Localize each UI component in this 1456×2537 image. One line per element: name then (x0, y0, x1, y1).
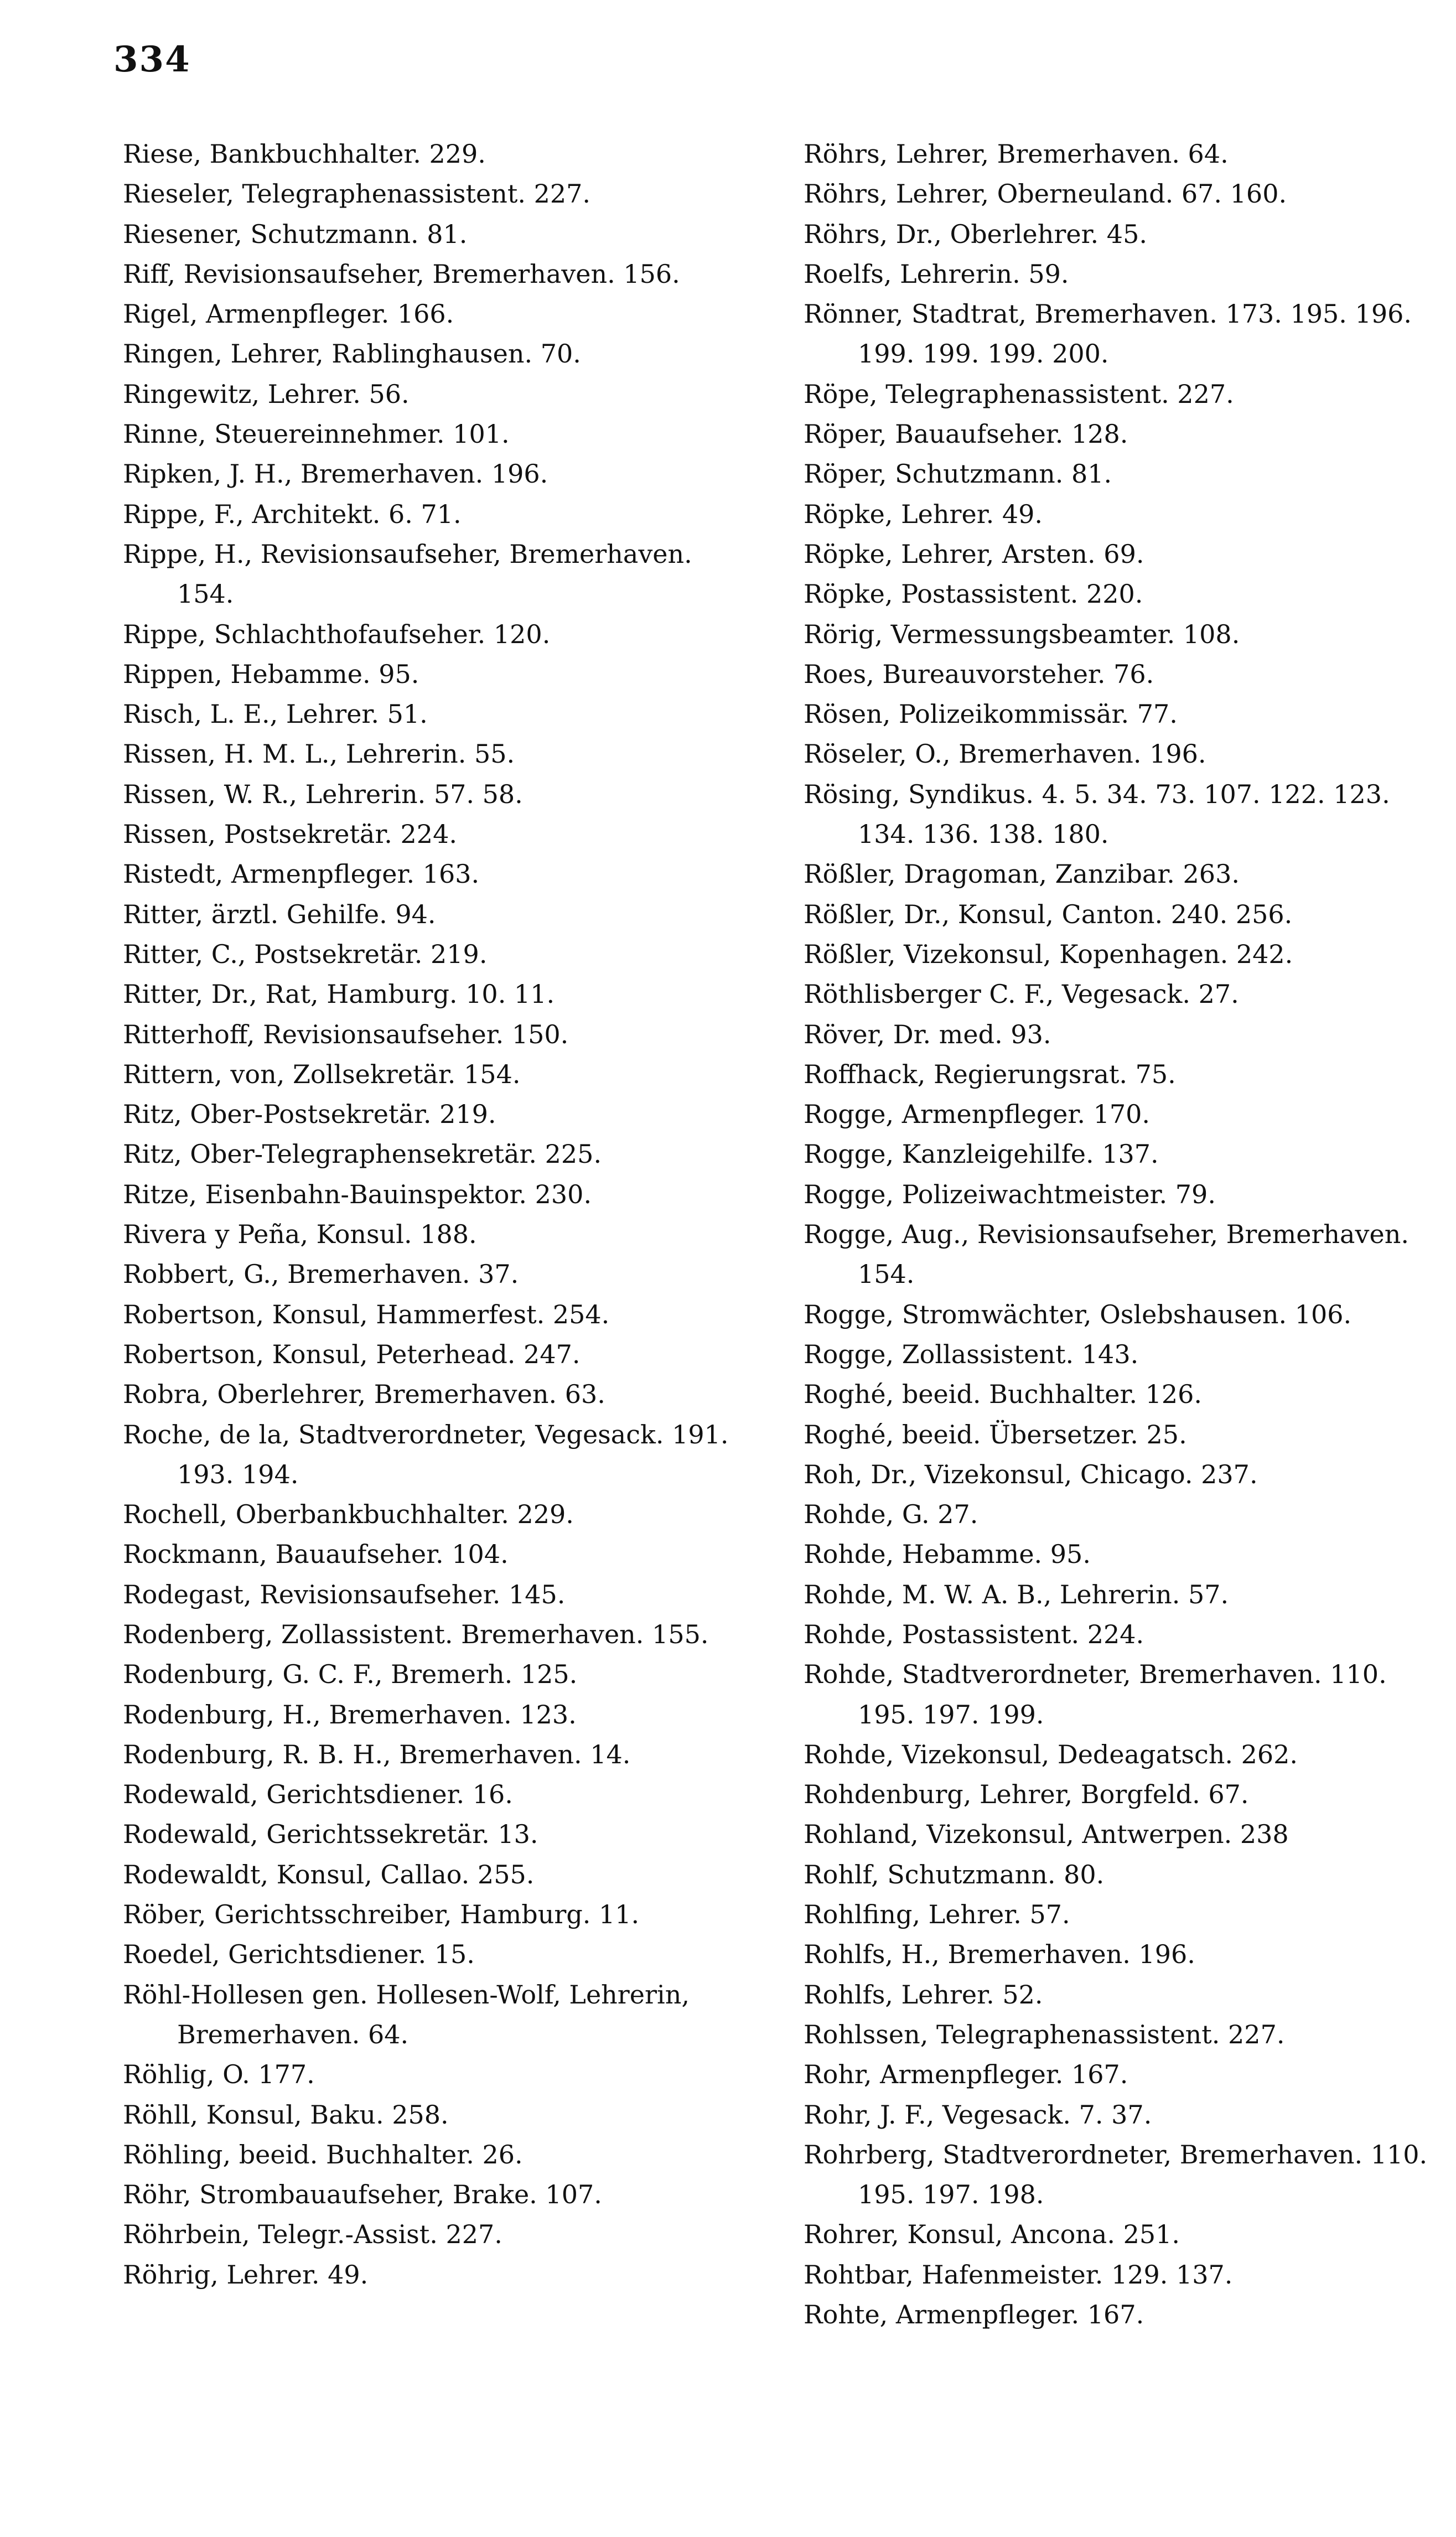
index-entry: Rogge, Aug., Revisionsaufseher, Bremerhaven. 154. (804, 1219, 1409, 1290)
index-entry: Rohde, Vizekonsul, Dedeagatsch. 262. (804, 1739, 1298, 1769)
index-entry: Ritterhoff, Revisionsaufseher. 150. (123, 1019, 569, 1049)
index-entry: Rohde, Postassistent. 224. (804, 1619, 1144, 1649)
index-entry: Röver, Dr. med. 93. (804, 1019, 1051, 1049)
index-entry: Rößler, Vizekonsul, Kopenhagen. 242. (804, 939, 1293, 969)
index-entry: Rohrberg, Stadtverordneter, Bremerhaven. 110. 195. 197. 198. (804, 2139, 1428, 2210)
index-entry: Rohlfs, H., Bremerhaven. 196. (804, 1939, 1195, 1970)
index-entry: Rohdenburg, Lehrer, Borgfeld. 67. (804, 1779, 1249, 1810)
index-entry: Rodewald, Gerichtsdiener. 16. (123, 1779, 513, 1810)
index-entry: Rissen, Postsekretär. 224. (123, 819, 457, 850)
index-entry: Rönner, Stadtrat, Bremerhaven. 173. 195. 196. 199. 199. 199. 200. (804, 299, 1412, 369)
index-entry: Robertson, Konsul, Hammerfest. 254. (123, 1299, 610, 1329)
index-entry: Rohde, M. W. A. B., Lehrerin. 57. (804, 1579, 1229, 1609)
index-entry: Röhrs, Lehrer, Oberneuland. 67. 160. (804, 179, 1287, 209)
index-entry: Ritz, Ober-Telegraphensekretär. 225. (123, 1139, 602, 1169)
index-entry: Röhling, beeid. Buchhalter. 26. (123, 2139, 523, 2170)
left-column (123, 134, 748, 2295)
index-entry: Rodewald, Gerichtssekretär. 13. (123, 1819, 538, 1850)
index-entry: Röhrbein, Telegr.-Assist. 227. (123, 2219, 502, 2250)
index-entry: Rinne, Steuereinnehmer. 101. (123, 419, 510, 449)
index-entry: Rissen, W. R., Lehrerin. 57. 58. (123, 779, 523, 809)
index-entry: Ripken, J. H., Bremerhaven. 196. (123, 459, 548, 489)
index-entry: Rohlssen, Telegraphenassistent. 227. (804, 2019, 1285, 2049)
index-entry: Roffhack, Regierungsrat. 75. (804, 1059, 1176, 1089)
index-entry: Rittern, von, Zollsekretär. 154. (123, 1059, 521, 1089)
index-entry: Rohr, Armenpfleger. 167. (804, 2059, 1128, 2090)
index-entry: Rohlfs, Lehrer. 52. (804, 1979, 1043, 2010)
index-entry: Rodegast, Revisionsaufseher. 145. (123, 1579, 566, 1609)
index-entry: Risch, L. E., Lehrer. 51. (123, 699, 428, 729)
index-entry: Robbert, G., Bremerhaven. 37. (123, 1259, 519, 1290)
index-entry: Rößler, Dr., Konsul, Canton. 240. 256. (804, 899, 1293, 929)
index-entry: Rohland, Vizekonsul, Antwerpen. 238 (804, 1819, 1289, 1850)
index-entry: Rodenburg, G. C. F., Bremerh. 125. (123, 1659, 578, 1690)
index-entry: Röhl-Hollesen gen. Hollesen-Wolf, Lehrerin, Bremerhaven. 64. (123, 1979, 690, 2049)
index-entry: Ritter, ärztl. Gehilfe. 94. (123, 899, 436, 929)
index-entry: Riesener, Schutzmann. 81. (123, 219, 468, 249)
index-entry: Rößler, Dragoman, Zanzibar. 263. (804, 859, 1240, 889)
index-entry: Röhrs, Lehrer, Bremerhaven. 64. (804, 139, 1229, 169)
index-entry: Roghé, beeid. Buchhalter. 126. (804, 1379, 1203, 1410)
index-entry: Robra, Oberlehrer, Bremerhaven. 63. (123, 1379, 605, 1410)
index-entry: Rippe, F., Architekt. 6. 71. (123, 499, 462, 529)
index-entry: Rörig, Vermessungsbeamter. 108. (804, 619, 1240, 649)
index-entry: Roedel, Gerichtsdiener. 15. (123, 1939, 475, 1970)
index-entry: Rockmann, Bauaufseher. 104. (123, 1539, 509, 1570)
index-entry: Rogge, Polizeiwachtmeister. 79. (804, 1179, 1216, 1209)
index-entry: Rohde, Hebamme. 95. (804, 1539, 1091, 1570)
index-entry: Rissen, H. M. L., Lehrerin. 55. (123, 739, 515, 769)
index-entry: Roelfs, Lehrerin. 59. (804, 258, 1069, 289)
index-entry: Rohde, Stadtverordneter, Bremerhaven. 110. 195. 197. 199. (804, 1659, 1387, 1730)
index-entry: Rohr, J. F., Vegesack. 7. 37. (804, 2099, 1152, 2130)
index-entry: Rippe, Schlachthofaufseher. 120. (123, 619, 551, 649)
index-entry: Rogge, Armenpfleger. 170. (804, 1099, 1150, 1130)
index-entry: Röhlig, O. 177. (123, 2059, 315, 2090)
index-entry: Rogge, Zollassistent. 143. (804, 1339, 1139, 1369)
index-entry: Rösen, Polizeikommissär. 77. (804, 699, 1178, 729)
index-entry: Rochell, Oberbankbuchhalter. 229. (123, 1499, 574, 1530)
index-entry: Rohlfing, Lehrer. 57. (804, 1899, 1070, 1930)
index-entry: Röber, Gerichtsschreiber, Hamburg. 11. (123, 1899, 640, 1930)
index-entry: Röper, Schutzmann. 81. (804, 459, 1112, 489)
index-entry: Rieseler, Telegraphenassistent. 227. (123, 179, 591, 209)
index-entry: Roghé, beeid. Übersetzer. 25. (804, 1419, 1187, 1449)
index-entry: Rogge, Stromwächter, Oslebshausen. 106. (804, 1299, 1352, 1329)
index-entry: Röpke, Postassistent. 220. (804, 579, 1143, 609)
index-entry: Roh, Dr., Vizekonsul, Chicago. 237. (804, 1459, 1258, 1489)
index-entry: Rodenburg, R. B. H., Bremerhaven. 14. (123, 1739, 631, 1769)
index-entry: Röhrig, Lehrer. 49. (123, 2259, 369, 2290)
index-entry: Ringen, Lehrer, Rablinghausen. 70. (123, 339, 581, 369)
index-entry: Roes, Bureauvorsteher. 76. (804, 659, 1154, 689)
index-entry: Röseler, O., Bremerhaven. 196. (804, 739, 1206, 769)
index-entry: Rohlf, Schutzmann. 80. (804, 1859, 1105, 1889)
index-entry: Röthlisberger C. F., Vegesack. 27. (804, 979, 1239, 1009)
index-entry: Rösing, Syndikus. 4. 5. 34. 73. 107. 122. 123. 134. 136. 138. 180. (804, 779, 1390, 850)
index-entry: Ritz, Ober-Postsekretär. 219. (123, 1099, 496, 1130)
index-entry: Roche, de la, Stadtverordneter, Vegesack. 191. 193. 194. (123, 1419, 729, 1489)
index-entry: Rodenberg, Zollassistent. Bremerhaven. 155. (123, 1619, 709, 1649)
index-entry: Röhll, Konsul, Baku. 258. (123, 2099, 449, 2130)
index-entry: Rodenburg, H., Bremerhaven. 123. (123, 1699, 577, 1730)
index-entry: Rohtbar, Hafenmeister. 129. 137. (804, 2259, 1233, 2290)
index-entry: Rohte, Armenpfleger. 167. (804, 2300, 1144, 2330)
index-entry: Röhr, Strombauaufseher, Brake. 107. (123, 2179, 602, 2210)
index-entry: Rivera y Peña, Konsul. 188. (123, 1219, 477, 1250)
index-entry: Rigel, Armenpfleger. 166. (123, 299, 454, 329)
page-number: 334 (113, 39, 191, 80)
index-entry: Röper, Bauaufseher. 128. (804, 419, 1128, 449)
index-entry: Rogge, Kanzleigehilfe. 137. (804, 1139, 1159, 1169)
index-entry: Ristedt, Armenpfleger. 163. (123, 859, 480, 889)
index-entry: Ritter, C., Postsekretär. 219. (123, 939, 488, 969)
index-entry: Rodewaldt, Konsul, Callao. 255. (123, 1859, 535, 1889)
index-entry: Ringewitz, Lehrer. 56. (123, 379, 410, 409)
index-entry: Rippen, Hebamme. 95. (123, 659, 419, 689)
index-entry: Rippe, H., Revisionsaufseher, Bremerhaven. 154. (123, 539, 692, 609)
index-entry: Rohrer, Konsul, Ancona. 251. (804, 2219, 1180, 2250)
index-entry: Riff, Revisionsaufseher, Bremerhaven. 156. (123, 258, 680, 289)
index-entry: Röhrs, Dr., Oberlehrer. 45. (804, 219, 1147, 249)
index-entry: Robertson, Konsul, Peterhead. 247. (123, 1339, 581, 1369)
index-entry: Röpe, Telegraphenassistent. 227. (804, 379, 1234, 409)
right-column (804, 134, 1429, 2334)
index-entry: Ritter, Dr., Rat, Hamburg. 10. 11. (123, 979, 555, 1009)
index-entry: Riese, Bankbuchhalter. 229. (123, 139, 486, 169)
index-entry: Röpke, Lehrer, Arsten. 69. (804, 539, 1144, 569)
index-entry: Rohde, G. 27. (804, 1499, 978, 1530)
index-entry: Ritze, Eisenbahn-Bauinspektor. 230. (123, 1179, 592, 1209)
index-entry: Röpke, Lehrer. 49. (804, 499, 1043, 529)
